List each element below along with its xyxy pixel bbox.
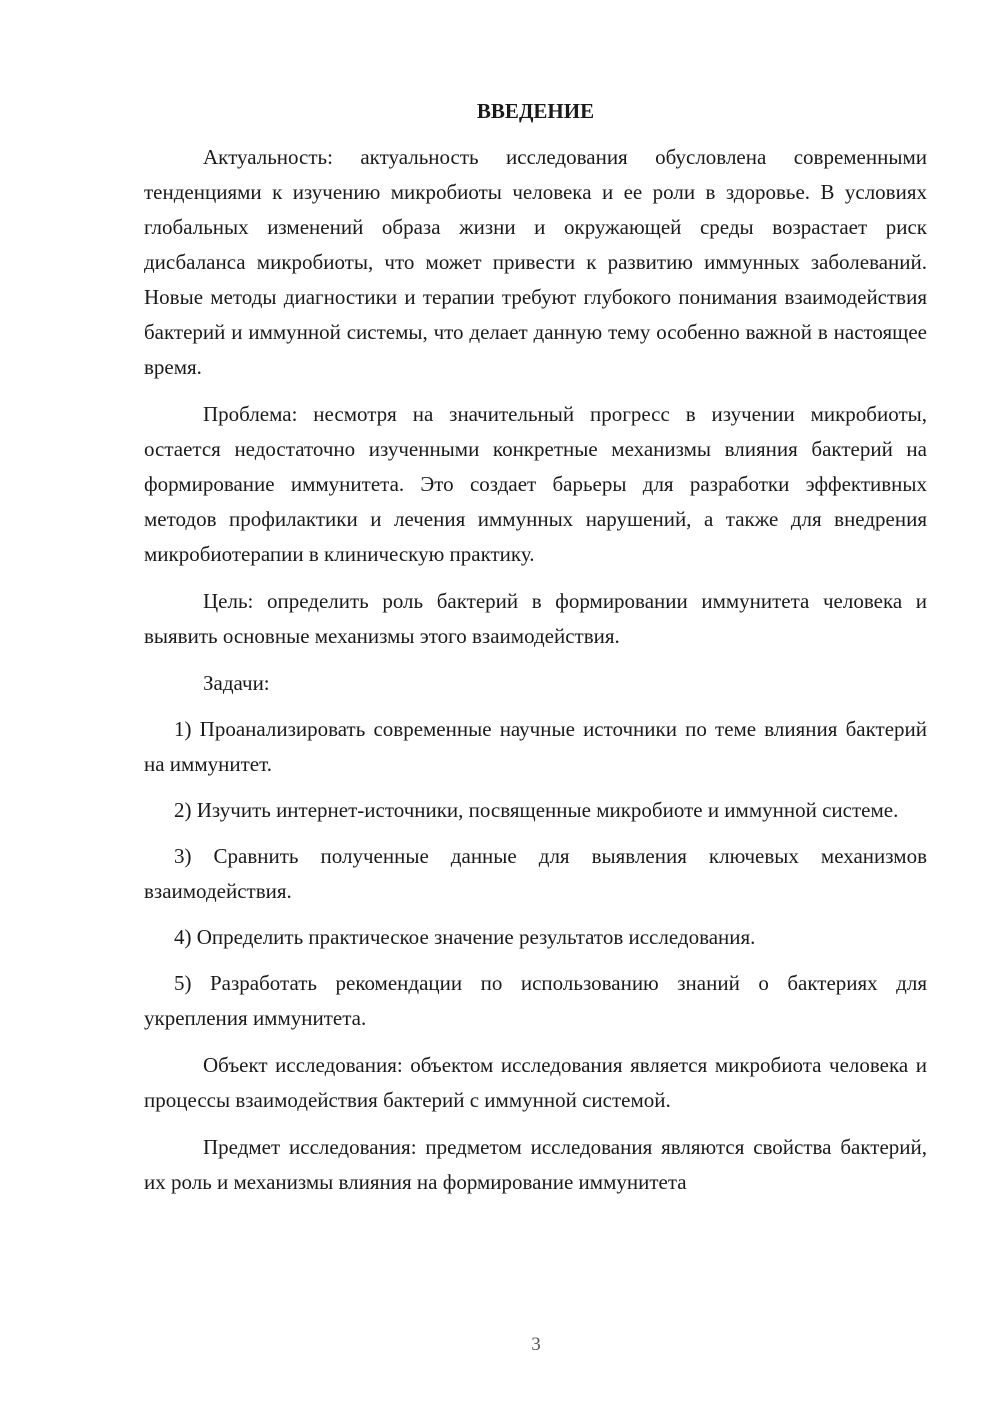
subject-paragraph: Предмет исследования: предметом исследования являются свойства бактерий, их роль и механизмы влияния на формирование иммунитета [144, 1135, 927, 1194]
task-item: 2) Изучить интернет-источники, посвященные микробиоте и иммунной системе. [174, 798, 899, 822]
goal-paragraph: Цель: определить роль бактерий в формировании иммунитета человека и выявить основные механизмы этого взаимодействия. [144, 589, 927, 648]
relevance-paragraph: Актуальность: актуальность исследования обусловлена современными тенденциями к изучению микробиоты человека и ее роли в здоровье. В условиях глобальных изменений образа жизни и окружающей среды возрастает риск дисбаланса микробиоты, что может привести к развитию иммунных заболеваний. Новые методы диагностики и терапии требуют глубокого понимания взаимодействия бактерий и иммунной системы, что делает данную тему особенно важной в настоящее время. [144, 145, 927, 379]
task-item: 5) Разработать рекомендации по использованию знаний о бактериях для укрепления иммунитета. [144, 971, 927, 1030]
page-title: ВВЕДЕНИЕ [476, 99, 595, 123]
task-item: 4) Определить практическое значение результатов исследования. [174, 925, 756, 949]
task-item: 3) Сравнить полученные данные для выявления ключевых механизмов взаимодействия. [144, 844, 927, 903]
tasks-heading: Задачи: [203, 671, 270, 695]
object-paragraph: Объект исследования: объектом исследования является микробиота человека и процессы взаимодействия бактерий с иммунной системой. [144, 1053, 927, 1112]
problem-paragraph: Проблема: несмотря на значительный прогресс в изучении микробиоты, остается недостаточно изученными конкретные механизмы влияния бактерий на формирование иммунитета. Это создает барьеры для разработки эффективных методов профилактики и лечения иммунных нарушений, а также для внедрения микробиотерапии в клиническую практику. [144, 402, 927, 566]
page-number: 3 [531, 1334, 541, 1355]
task-item: 1) Проанализировать современные научные источники по теме влияния бактерий на иммунитет. [144, 717, 927, 776]
page-content [144, 94, 927, 1200]
